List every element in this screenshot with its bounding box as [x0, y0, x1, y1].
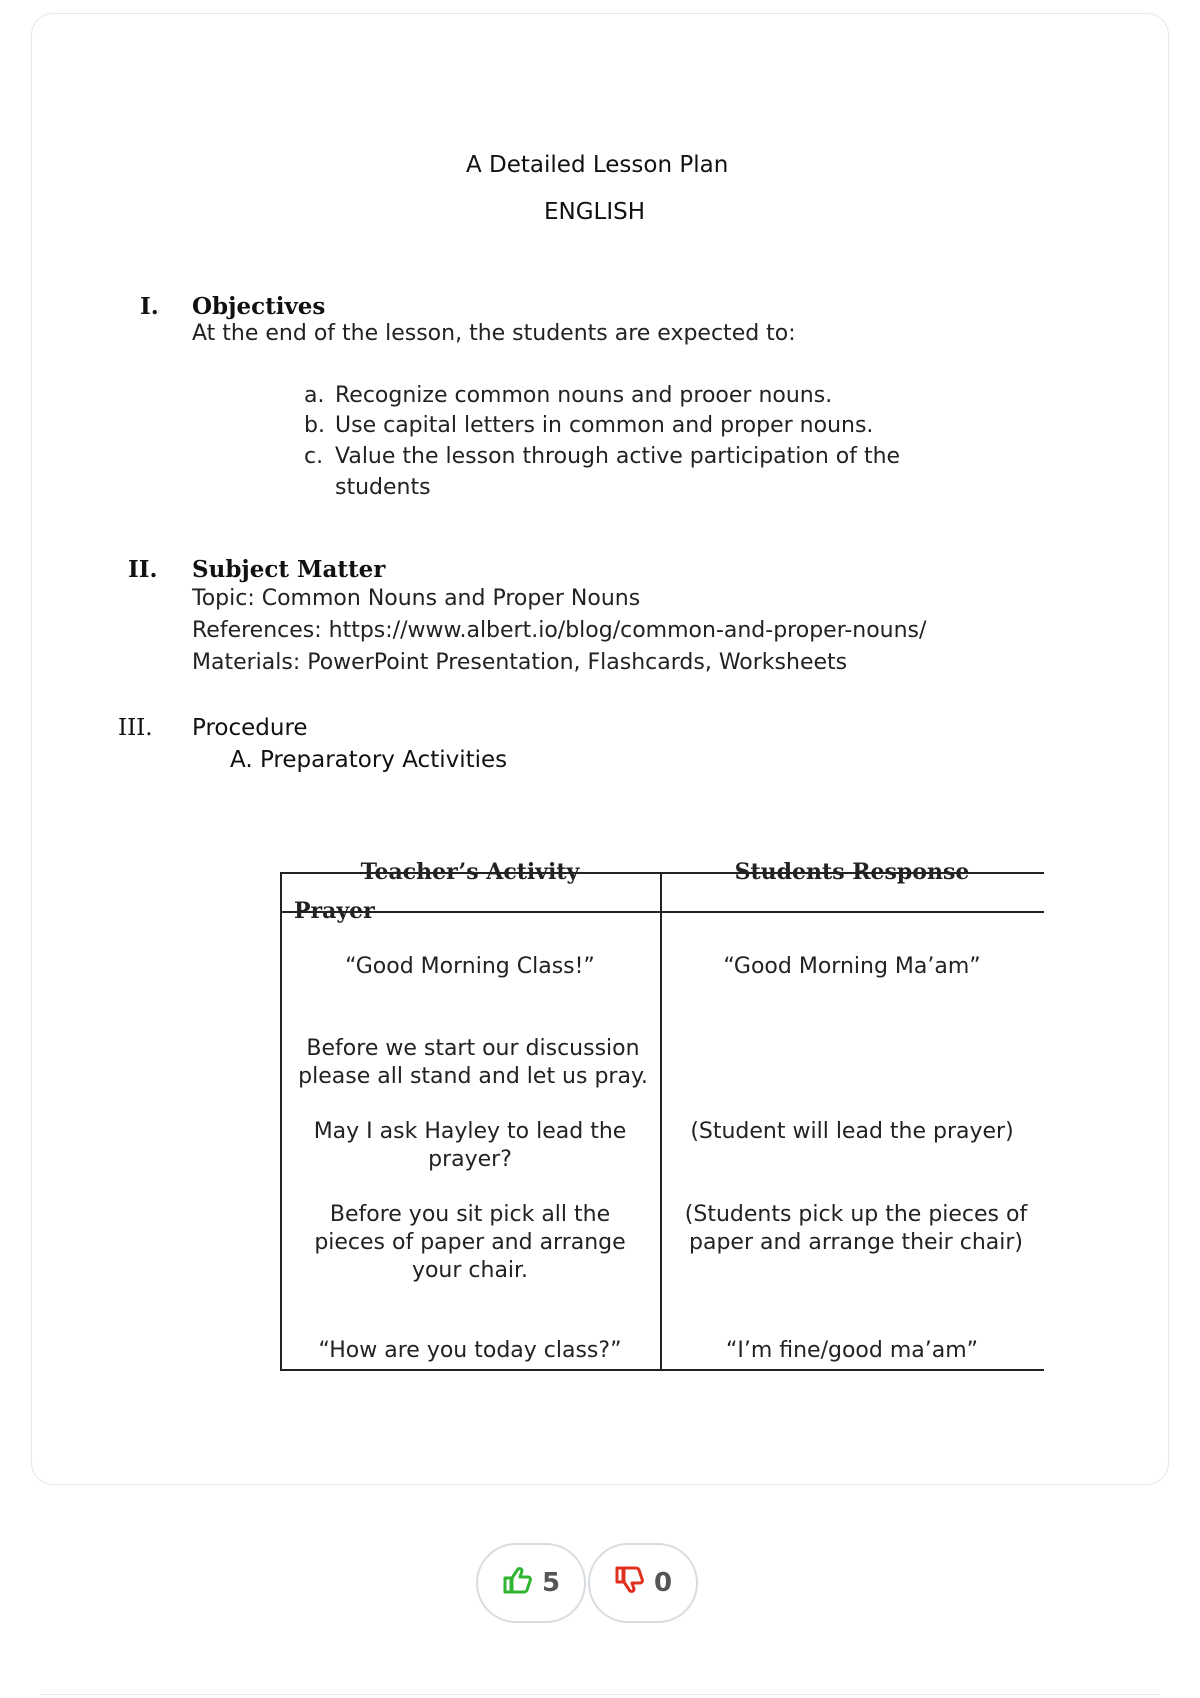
- subject-matter-numeral: II.: [128, 556, 158, 583]
- objective-item: Use capital letters in common and proper nouns.: [335, 413, 874, 438]
- document-page: [31, 13, 1169, 1485]
- table-cell-teacher: Before we start our discussion please all stand and let us pray.: [298, 1036, 648, 1089]
- table-cell-teacher: May I ask Hayley to lead the prayer?: [313, 1119, 627, 1172]
- table-cell-student: “I’m fine/good ma’am”: [725, 1338, 979, 1363]
- objective-marker: c.: [304, 444, 324, 469]
- subject-topic: Topic: Common Nouns and Proper Nouns: [192, 586, 641, 611]
- subject-matter-heading: Subject Matter: [192, 556, 386, 583]
- objectives-heading: Objectives: [192, 293, 326, 320]
- column-header-teacher: Teacher’s Activity: [360, 859, 580, 885]
- table-cell-student: “Good Morning Ma’am”: [723, 954, 981, 979]
- downvote-button[interactable]: [588, 1543, 698, 1623]
- footer-divider: [40, 1694, 1160, 1695]
- objective-item: Recognize common nouns and prooer nouns.: [335, 383, 833, 408]
- objective-marker: a.: [304, 383, 325, 408]
- table-cell-student: (Students pick up the pieces of paper and arrange their chair): [684, 1202, 1028, 1255]
- document-subject: ENGLISH: [544, 199, 646, 225]
- procedure-numeral: III.: [118, 715, 153, 741]
- table-cell-teacher: “Good Morning Class!”: [345, 954, 595, 979]
- table-cell-teacher: Before you sit pick all the pieces of paper and arrange your chair.: [314, 1202, 626, 1283]
- column-header-student: Students Response: [734, 859, 970, 885]
- document-title: A Detailed Lesson Plan: [466, 152, 729, 178]
- objective-marker: b.: [304, 413, 325, 438]
- objectives-intro: At the end of the lesson, the students are expected to:: [192, 321, 796, 346]
- downvote-count: 0: [653, 1568, 673, 1598]
- vote-group: [476, 1543, 698, 1625]
- subject-references: References: https://www.albert.io/blog/common-and-proper-nouns/: [192, 618, 927, 643]
- table-section-label: Prayer: [294, 898, 375, 924]
- table-cell-teacher: “How are you today class?”: [318, 1338, 622, 1363]
- procedure-subheading: A. Preparatory Activities: [230, 747, 508, 773]
- subject-materials: Materials: PowerPoint Presentation, Flashcards, Worksheets: [192, 650, 848, 675]
- upvote-count: 5: [541, 1568, 561, 1598]
- activity-table: [280, 859, 1044, 1372]
- objective-item-continued: students: [335, 475, 431, 500]
- table-cell-student: (Student will lead the prayer): [690, 1119, 1014, 1144]
- objectives-numeral: I.: [140, 293, 159, 320]
- upvote-button[interactable]: [476, 1543, 586, 1623]
- procedure-heading: Procedure: [192, 715, 308, 741]
- thumbs-up-icon: [502, 1566, 532, 1601]
- thumbs-down-icon: [614, 1566, 644, 1601]
- objective-item: Value the lesson through active participation of the: [335, 444, 901, 469]
